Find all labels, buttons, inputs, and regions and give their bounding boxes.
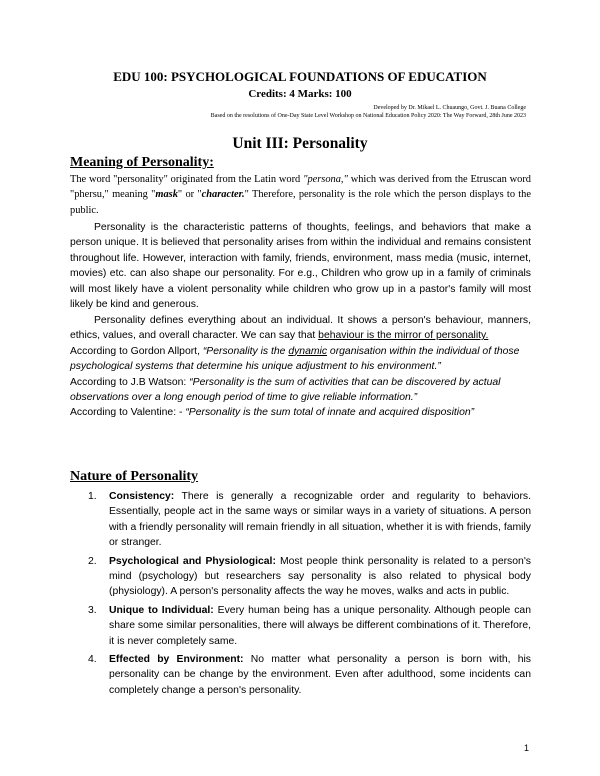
workshop-note: Based on the resolutions of One-Day State Level Workshop on National Education Policy 2020: The Way Forward, 28th June 2023 — [210, 113, 526, 119]
etymology-paragraph: The word "personality" originated from the Latin word "persona," which was derived from the Etruscan word "phersu," meaning "mask" or "character." Therefore, personality is the role which the person displays to the public. — [70, 174, 531, 216]
watson-quote: According to J.B Watson: “Personality is the sum of activities that can be discovered by actual observations over a long enough period of time to give reliable information.” — [70, 376, 501, 404]
list-item: 3. Unique to Individual: Every human being has a unique personality. Although people can share some similar personalities, there will always be different combinations of it. Therefore, it is never completely same. — [88, 604, 531, 647]
developed-by: Developed by Dr. Mikael L. Chuaungo, Govt. J. Buana College — [373, 105, 526, 111]
meaning-heading: Meaning of Personality: — [70, 155, 214, 170]
persona-word: "persona," — [303, 174, 348, 185]
dynamic-word: dynamic — [288, 345, 328, 357]
unit-title: Unit III: Personality — [232, 135, 368, 152]
behaviour-mirror-phrase: behaviour is the mirror of personality. — [318, 330, 489, 342]
character-word: character. — [201, 189, 245, 201]
quotes-block — [70, 313, 531, 421]
credits-line: Credits: 4 Marks: 100 — [248, 88, 352, 100]
allport-quote: According to Gordon Allport, “Personality is the dynamic organisation within the individual of those psychological systems that determine his unique adjustment to his environment.” — [70, 345, 520, 373]
list-item: 4. Effected by Environment: No matter what personality a person is born with, his personality can be change by the environment. Even after adulthood, some incidents can completely change a person's personality. — [88, 654, 531, 696]
nature-heading: Nature of Personality — [70, 469, 199, 484]
nature-list — [70, 489, 531, 701]
developer-note — [211, 104, 526, 120]
mask-word: mask — [155, 189, 178, 201]
behaviour-paragraph: Personality defines everything about an individual. It shows a person's behaviour, manners, ethics, values, and overall character. We can say that behaviour is the mirror of personality. — [70, 315, 531, 342]
page-number: 1 — [524, 743, 530, 753]
list-item: 2. Psychological and Physiological: Most people think personality is related to a person's mind (psychology) but researchers say personality is also related to physical body (physiology). A person's personality affects the way he moves, walks and acts in public. — [88, 555, 531, 598]
course-title: EDU 100: PSYCHOLOGICAL FOUNDATIONS OF EDUCATION — [113, 69, 487, 84]
valentine-quote: According to Valentine: - “Personality is the sum total of innate and acquired disposition” — [70, 407, 475, 419]
list-item: 1. Consistency: There is generally a recognizable order and regularity to behaviors. Essentially, people act in the same ways or similar ways in a variety of situations. A person with a friendly personality will remain friendly in all situation, whether it is with friends, family or stranger. — [88, 491, 531, 549]
definition-paragraph: Personality is the characteristic patterns of thoughts, feelings, and behaviors that make a person unique. It is believed that personality arises from within the individual and remains consistent throughout life. However, interaction with family, friends, environment, mass media (music, internet, movies) etc. can also shape our personality. For e.g., Children who grow up in a family of criminals will most likely have a violent personality while children who grow up in a pastor's family will most likely be kind and generous. — [70, 222, 531, 311]
